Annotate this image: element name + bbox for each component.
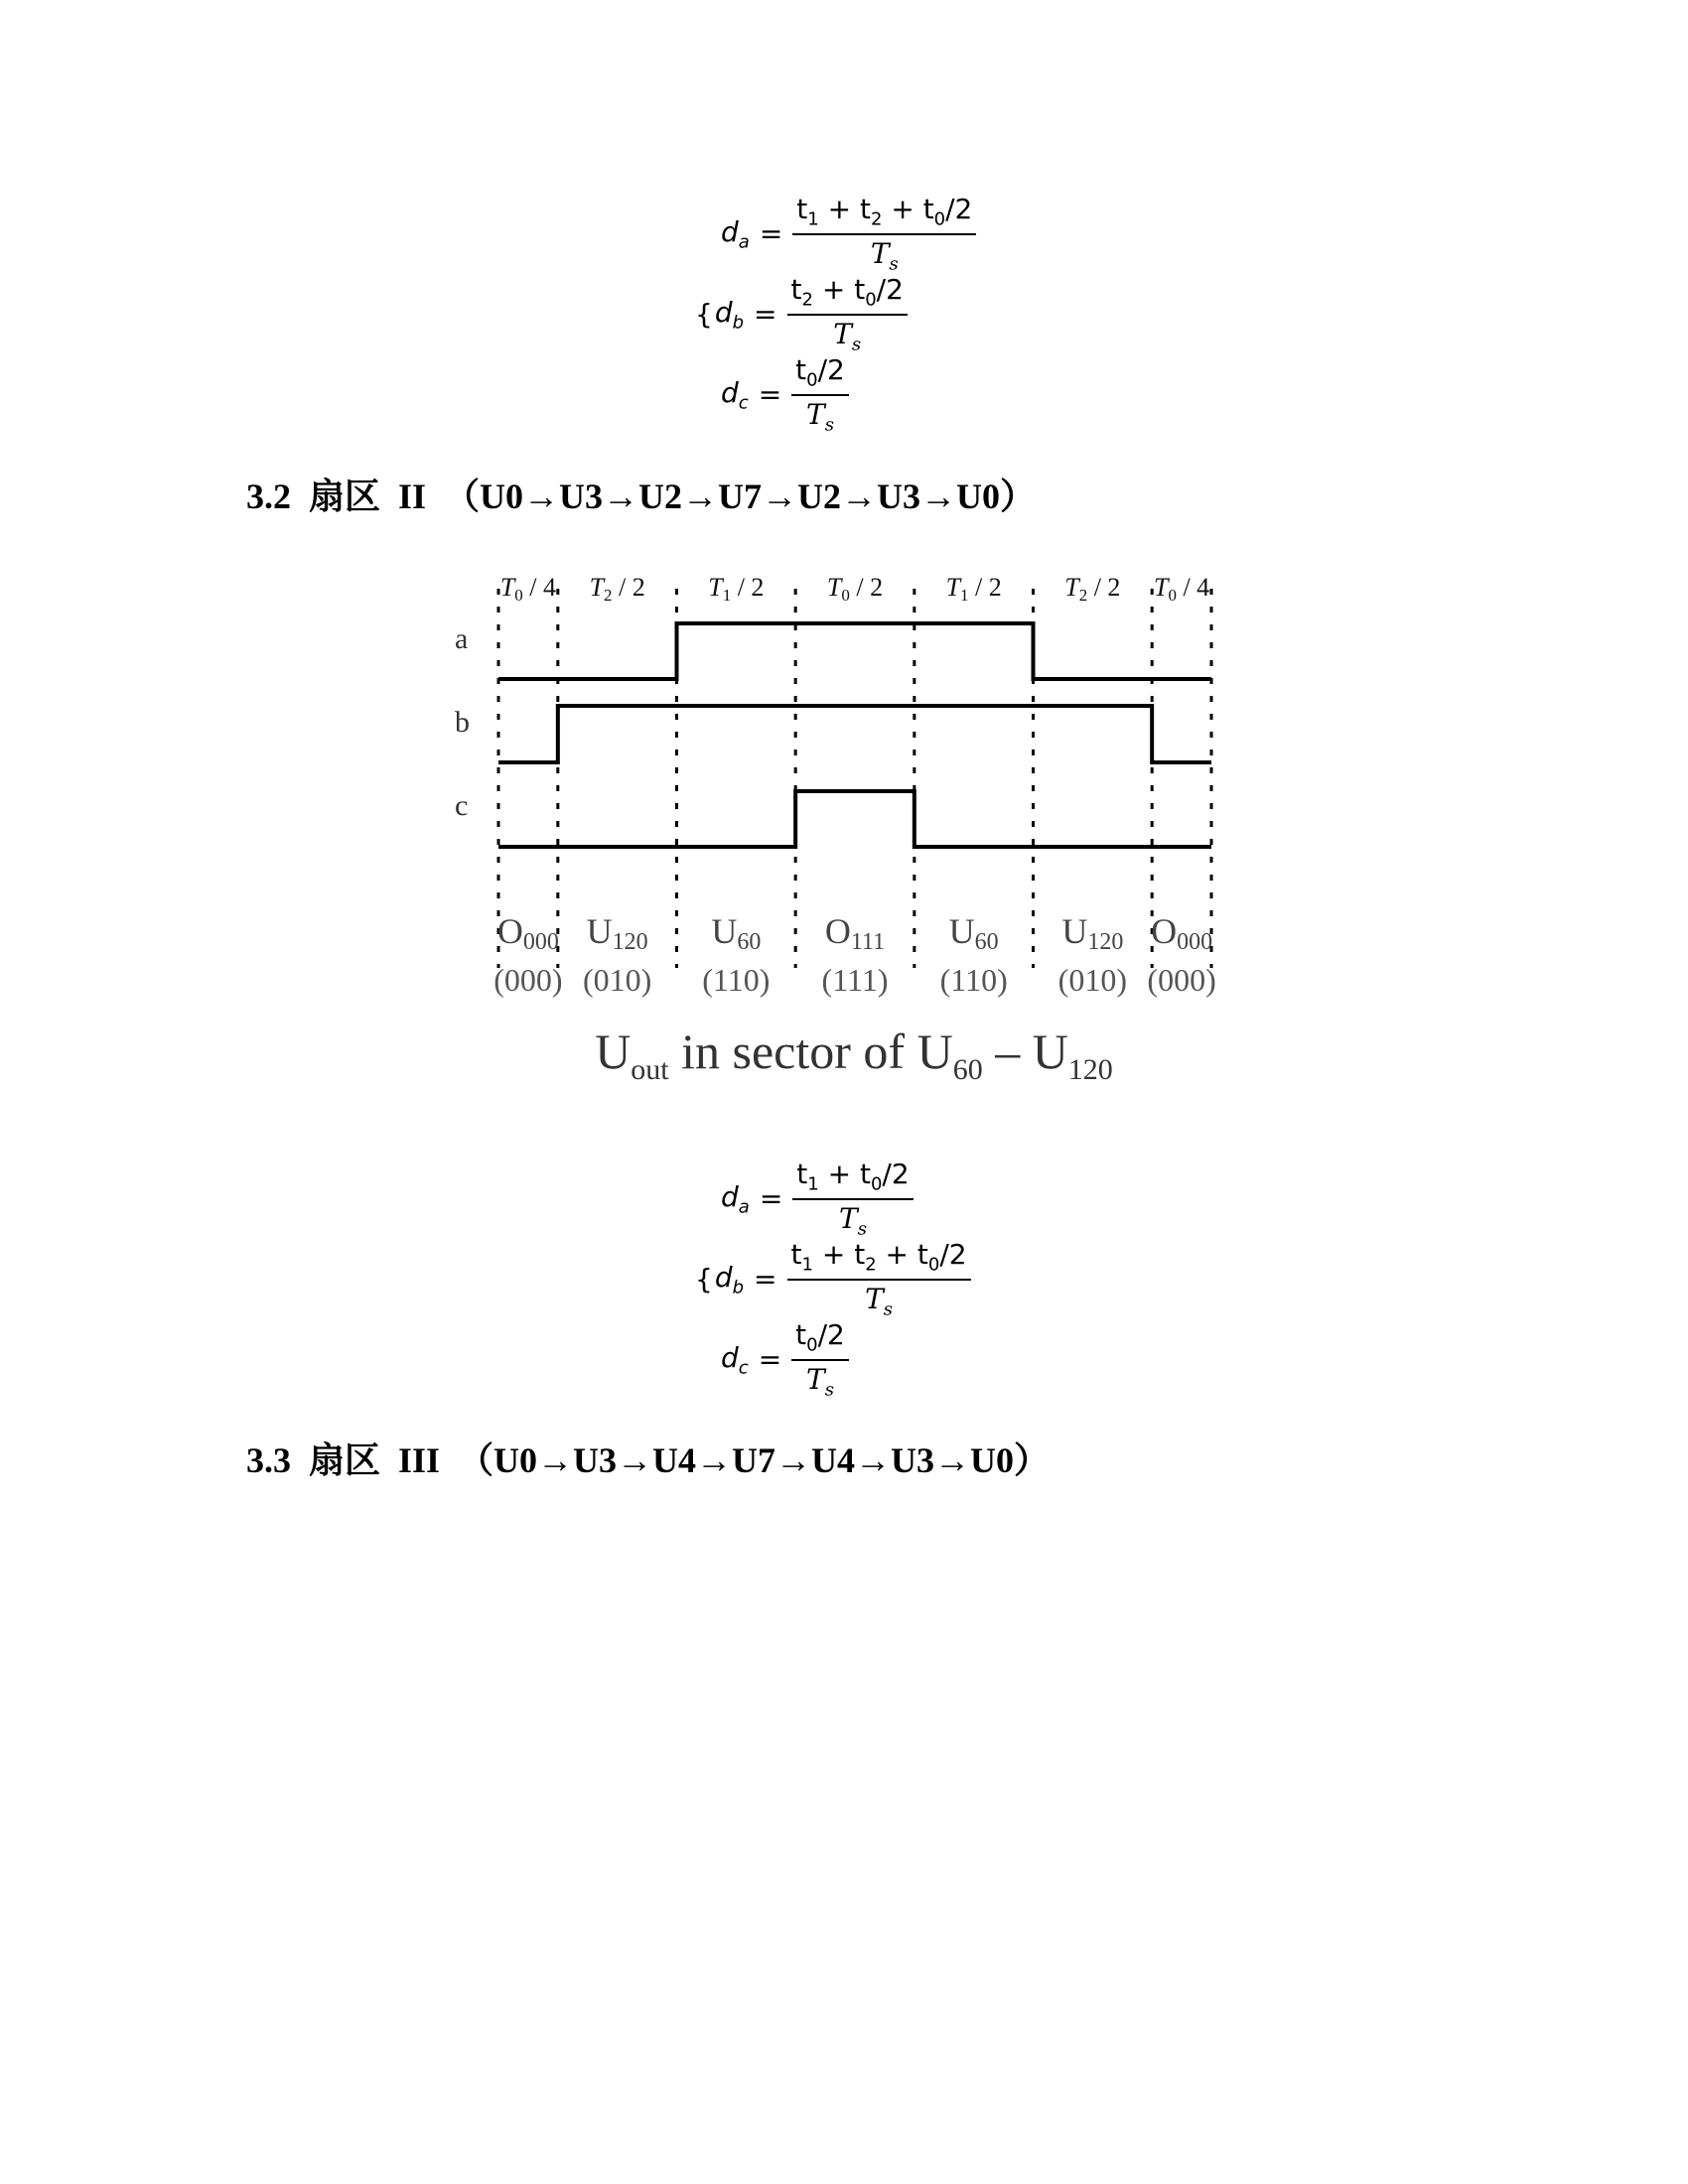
fraction-numerator: $t_1 + t_0/2$ — [792, 1158, 913, 1200]
switch-code-label: (000) — [493, 962, 563, 998]
switch-code-label: (111) — [821, 962, 889, 998]
fraction-denominator: $T_s$ — [806, 398, 834, 436]
numerator-subscript: 0 — [933, 209, 946, 230]
denominator-subscript: s — [851, 334, 862, 355]
section-sequence: （U0→U3→U4→U7→U4→U3→U0） — [458, 1440, 1051, 1480]
equation-db — [695, 1239, 1092, 1319]
equals-sign: = — [758, 378, 782, 411]
vector-label: O000 — [1151, 911, 1213, 955]
numerator-subscript: 0 — [865, 290, 877, 311]
caption-main: U — [595, 1024, 632, 1079]
time-label: T0 / 2 — [826, 573, 884, 605]
equals-sign: = — [759, 217, 783, 250]
equation-da — [695, 194, 1092, 274]
equation-lhs: $d_a$ — [721, 214, 750, 253]
switch-code-label: (000) — [1147, 962, 1216, 998]
numerator-subscript: 2 — [801, 290, 813, 311]
fraction — [792, 193, 976, 274]
equation-lhs: $d_c$ — [721, 1340, 749, 1379]
fraction-numerator: $t_2 + t_0/2$ — [787, 273, 908, 316]
caption-mid: in sector of U — [668, 1024, 953, 1079]
fraction — [791, 353, 849, 435]
left-brace: { — [695, 1263, 713, 1296]
fraction-numerator: $t_1 + t_2 + t_0/2$ — [787, 1238, 971, 1281]
equation-lhs: $d_b$ — [714, 295, 745, 334]
vector-label: U60 — [948, 911, 999, 955]
equation-dc — [695, 1319, 1092, 1400]
equation-block-sector-1 — [695, 194, 1092, 435]
fraction — [791, 1318, 849, 1400]
section-roman: II — [398, 477, 427, 516]
fraction-numerator: $t_0/2$ — [791, 1318, 849, 1361]
equation-da — [695, 1159, 1092, 1239]
numerator-subscript: 2 — [865, 1255, 877, 1276]
equation-lhs: $d_b$ — [714, 1260, 745, 1298]
section-number: 3.3 — [246, 1440, 291, 1480]
denominator-subscript: s — [883, 1298, 894, 1320]
lhs-subscript: a — [738, 231, 750, 253]
section-roman: III — [398, 1440, 441, 1480]
fraction — [787, 273, 908, 354]
numerator-subscript: 2 — [870, 209, 883, 230]
time-label: T0 / 4 — [1153, 573, 1210, 605]
switch-code-label: (010) — [1057, 962, 1127, 998]
section-number: 3.2 — [246, 477, 291, 516]
vector-label: U120 — [586, 911, 648, 955]
equals-sign: = — [754, 1263, 777, 1296]
numerator-subscript: 0 — [927, 1255, 940, 1276]
section-title: 扇区 — [309, 1440, 381, 1480]
timing-diagram-figure — [437, 561, 1271, 1086]
fraction — [787, 1238, 971, 1319]
section-heading-3-2 — [246, 469, 1036, 519]
lhs-subscript: b — [732, 1277, 745, 1298]
section-heading-3-3 — [246, 1433, 1050, 1483]
numerator-subscript: 1 — [807, 209, 819, 230]
equation-db — [695, 274, 1092, 354]
lhs-subscript: c — [738, 392, 749, 414]
numerator-subscript: 1 — [801, 1255, 813, 1276]
time-label: T2 / 2 — [589, 573, 645, 605]
numerator-subscript: 0 — [806, 1335, 818, 1356]
fraction-denominator: $T_s$ — [865, 1283, 894, 1320]
lhs-subscript: c — [738, 1357, 749, 1379]
equation-dc — [695, 354, 1092, 435]
fraction-denominator: $T_s$ — [839, 1202, 867, 1240]
channel-label-b: b — [455, 706, 470, 739]
equals-sign: = — [754, 298, 777, 331]
section-sequence: （U0→U3→U2→U7→U2→U3→U0） — [444, 477, 1037, 516]
caption-sub-60: 60 — [952, 1053, 983, 1086]
time-label: T2 / 2 — [1064, 573, 1121, 605]
equation-lhs: $d_c$ — [721, 375, 749, 414]
waveform-a — [498, 623, 1211, 679]
switch-code-label: (110) — [702, 962, 771, 998]
vector-label: O000 — [496, 911, 559, 955]
equals-sign: = — [758, 1343, 782, 1376]
denominator-subscript: s — [889, 253, 899, 275]
lhs-subscript: b — [732, 312, 745, 334]
caption-sub-out: out — [631, 1053, 669, 1086]
equals-sign: = — [759, 1182, 783, 1215]
figure-caption — [437, 1023, 1271, 1087]
waveform-b — [498, 706, 1211, 762]
denominator-subscript: s — [857, 1218, 867, 1240]
timing-diagram — [437, 561, 1271, 1018]
time-label: T1 / 2 — [945, 573, 1002, 605]
fraction — [792, 1158, 913, 1239]
denominator-subscript: s — [824, 1379, 834, 1401]
time-label: T0 / 4 — [499, 573, 557, 605]
vector-label: U60 — [711, 911, 762, 955]
fraction-denominator: $T_s$ — [870, 237, 899, 275]
vector-label: U120 — [1061, 911, 1124, 955]
fraction-numerator: $t_1 + t_2 + t_0/2$ — [792, 193, 976, 235]
switch-code-label: (110) — [939, 962, 1008, 998]
waveform-c — [498, 791, 1211, 847]
switch-code-label: (010) — [583, 962, 652, 998]
caption-dash: – U — [982, 1024, 1068, 1079]
channel-label-a: a — [455, 622, 469, 655]
fraction-denominator: $T_s$ — [833, 318, 862, 355]
numerator-subscript: 0 — [806, 370, 818, 391]
numerator-subscript: 0 — [870, 1174, 883, 1195]
vector-label: O111 — [824, 911, 886, 955]
caption-sub-120: 120 — [1067, 1053, 1113, 1086]
section-title: 扇区 — [309, 477, 381, 516]
fraction-numerator: $t_0/2$ — [791, 353, 849, 396]
time-label: T1 / 2 — [708, 573, 765, 605]
fraction-denominator: $T_s$ — [806, 1363, 834, 1401]
denominator-subscript: s — [824, 414, 834, 436]
numerator-subscript: 1 — [807, 1174, 819, 1195]
left-brace: { — [695, 298, 713, 331]
equation-lhs: $d_a$ — [721, 1179, 750, 1218]
lhs-subscript: a — [738, 1196, 750, 1218]
equation-block-sector-2 — [695, 1159, 1092, 1400]
channel-label-c: c — [455, 789, 469, 822]
